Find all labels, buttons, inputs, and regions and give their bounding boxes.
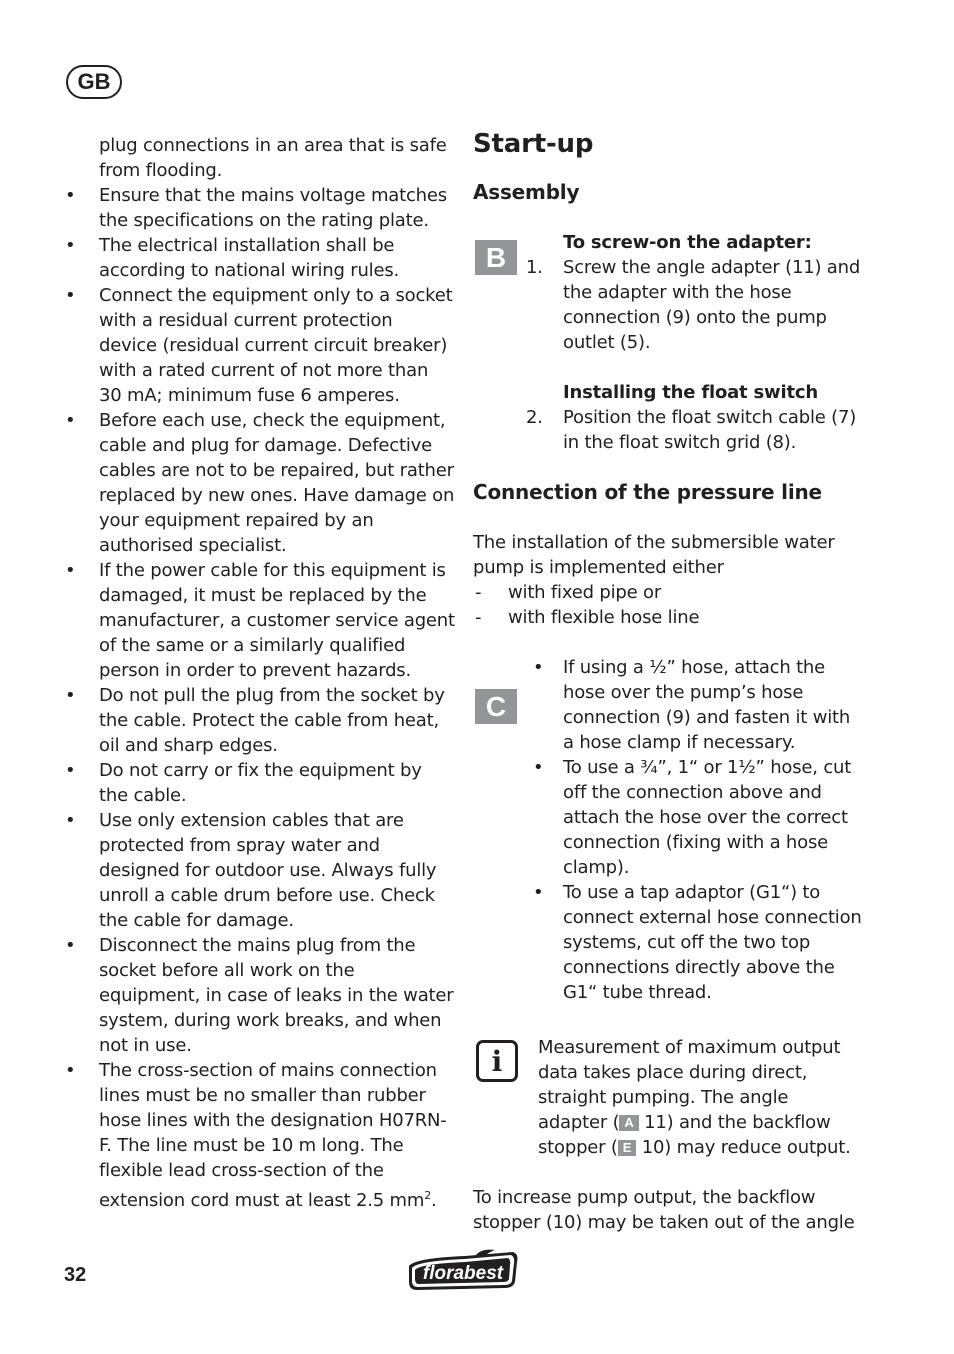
list-item — [63, 683, 455, 758]
step1-heading: To screw-on the adapter: — [563, 232, 812, 253]
bullet-text: Ensure that the mains voltage matches the specifications on the rating plate. — [99, 185, 447, 231]
bullet-text: To use a ¾”, 1“ or 1½” hose, cut off the connection above and attach the hose over the correct connection (fixing with a hose clamp). — [563, 757, 852, 878]
bullet-text: If using a ½” hose, attach the hose over the pump’s hose connection (9) and fasten it with a hose clamp if necessary. — [563, 657, 851, 753]
list-item — [473, 655, 863, 755]
step-text: Screw the angle adapter (11) and the adapter with the hose connection (9) onto the pump outlet (5). — [563, 257, 861, 353]
logo-text: florabest — [422, 1263, 504, 1284]
list-item — [473, 755, 863, 880]
list-item — [63, 808, 455, 933]
section-title: Start-up — [473, 129, 594, 159]
info-text-3: 10) may reduce output. — [636, 1137, 851, 1158]
bullet-text: Do not carry or fix the equipment by the cable. — [99, 760, 422, 806]
list-item — [63, 408, 455, 558]
figure-a-ref: A — [619, 1115, 638, 1131]
page-number: 32 — [64, 1264, 87, 1286]
step-item — [473, 405, 863, 455]
bullet-icon: • — [533, 657, 544, 678]
bottom-paragraph: To increase pump output, the backflow stopper (10) may be taken out of the angle — [473, 1187, 855, 1233]
bullet-icon: • — [65, 1060, 76, 1081]
language-badge: GB — [66, 65, 122, 99]
bullet-icon: • — [533, 757, 544, 778]
start-up-section — [473, 128, 863, 1005]
step-text: Position the float switch cable (7) in the float switch grid (8). — [563, 407, 857, 453]
bullet-text: Connect the equipment only to a socket with a residual current protection device (residual current circuit breaker) with a rated current of not more than 30 mA; minimum fuse 6 amperes. — [99, 285, 453, 406]
option-text: with fixed pipe or — [508, 582, 662, 603]
option-text: with flexible hose line — [508, 607, 700, 628]
list-item — [63, 933, 455, 1058]
figure-c-label: C — [475, 689, 517, 724]
bullet-icon: • — [65, 235, 76, 256]
bullet-text: If the power cable for this equipment is damaged, it must be replaced by the manufacturer, a customer service agent of the same or a similarly qualified person in order to prevent hazards. — [99, 560, 455, 681]
list-item — [63, 183, 455, 233]
step2-heading: Installing the float switch — [563, 382, 818, 403]
safety-instructions — [63, 133, 455, 1213]
bullet-text: Do not pull the plug from the socket by the cable. Protect the cable from heat, oil and sharp edges. — [99, 685, 445, 756]
bullet-icon: • — [65, 285, 76, 306]
step-item — [473, 255, 863, 355]
bullet-text-end: . — [431, 1190, 437, 1211]
bullet-icon: • — [65, 935, 76, 956]
pressure-line-heading: Connection of the pressure line — [473, 480, 822, 504]
bullet-text: To use a tap adaptor (G1“) to connect external hose connection systems, cut off the two top connections directly above the G1“ tube thread. — [563, 882, 862, 1003]
list-item — [473, 580, 863, 605]
list-item — [63, 283, 455, 408]
step-number: 2. — [526, 407, 543, 428]
bullet-icon: • — [65, 810, 76, 831]
list-item — [473, 605, 863, 630]
bullet-icon: • — [65, 185, 76, 206]
bullet-text: Disconnect the mains plug from the socket before all work on the equipment, in case of leaks in the water system, during work breaks, and when not in use. — [99, 935, 454, 1056]
bullet-icon: • — [65, 685, 76, 706]
info-text-2: 11) and the backflow stopper ( — [538, 1112, 831, 1158]
bullet-icon: • — [65, 760, 76, 781]
pressure-line-intro: The installation of the submersible water pump is implemented either — [473, 532, 835, 578]
bullet-list — [63, 183, 455, 1213]
bullet-text: The cross-section of mains connection lines must be no smaller than rubber hose lines with the designation H07RN-F. The line must be 10 m long. The flexible lead cross-section of the extension cord must at least 2.5 mm — [99, 1060, 447, 1211]
bullet-text: Use only extension cables that are protected from spray water and designed for outdoor use. Always fully unroll a cable drum before use. Check the cable for damage. — [99, 810, 437, 931]
superscript: 2 — [424, 1189, 432, 1202]
bullet-icon: • — [533, 882, 544, 903]
dash-icon: - — [475, 582, 482, 603]
info-text-1: Measurement of maximum output data takes place during direct, straight pumping. The angle adapter ( — [538, 1037, 841, 1133]
bullet-text: Before each use, check the equipment, cable and plug for damage. Defective cables are not to be repaired, but rather replaced by new ones. Have damage on your equipment repaired by an authorised specialist. — [99, 410, 455, 556]
list-item — [63, 1058, 455, 1213]
list-item — [473, 880, 863, 1005]
figure-e-ref: E — [618, 1140, 636, 1156]
info-icon: i — [476, 1040, 518, 1082]
assembly-heading: Assembly — [473, 180, 580, 204]
bullet-text: The electrical installation shall be according to national wiring rules. — [99, 235, 400, 281]
list-item — [63, 758, 455, 808]
figure-b-label: B — [475, 240, 517, 275]
list-item — [63, 558, 455, 683]
dash-icon: - — [475, 607, 482, 628]
bullet-icon: • — [65, 560, 76, 581]
bullet-icon: • — [65, 410, 76, 431]
list-item — [63, 133, 455, 183]
list-item — [63, 233, 455, 283]
step-number: 1. — [526, 257, 543, 278]
bullet-text: plug connections in an area that is safe from flooding. — [99, 135, 447, 181]
info-note — [538, 1035, 858, 1160]
florabest-logo — [405, 1246, 521, 1292]
